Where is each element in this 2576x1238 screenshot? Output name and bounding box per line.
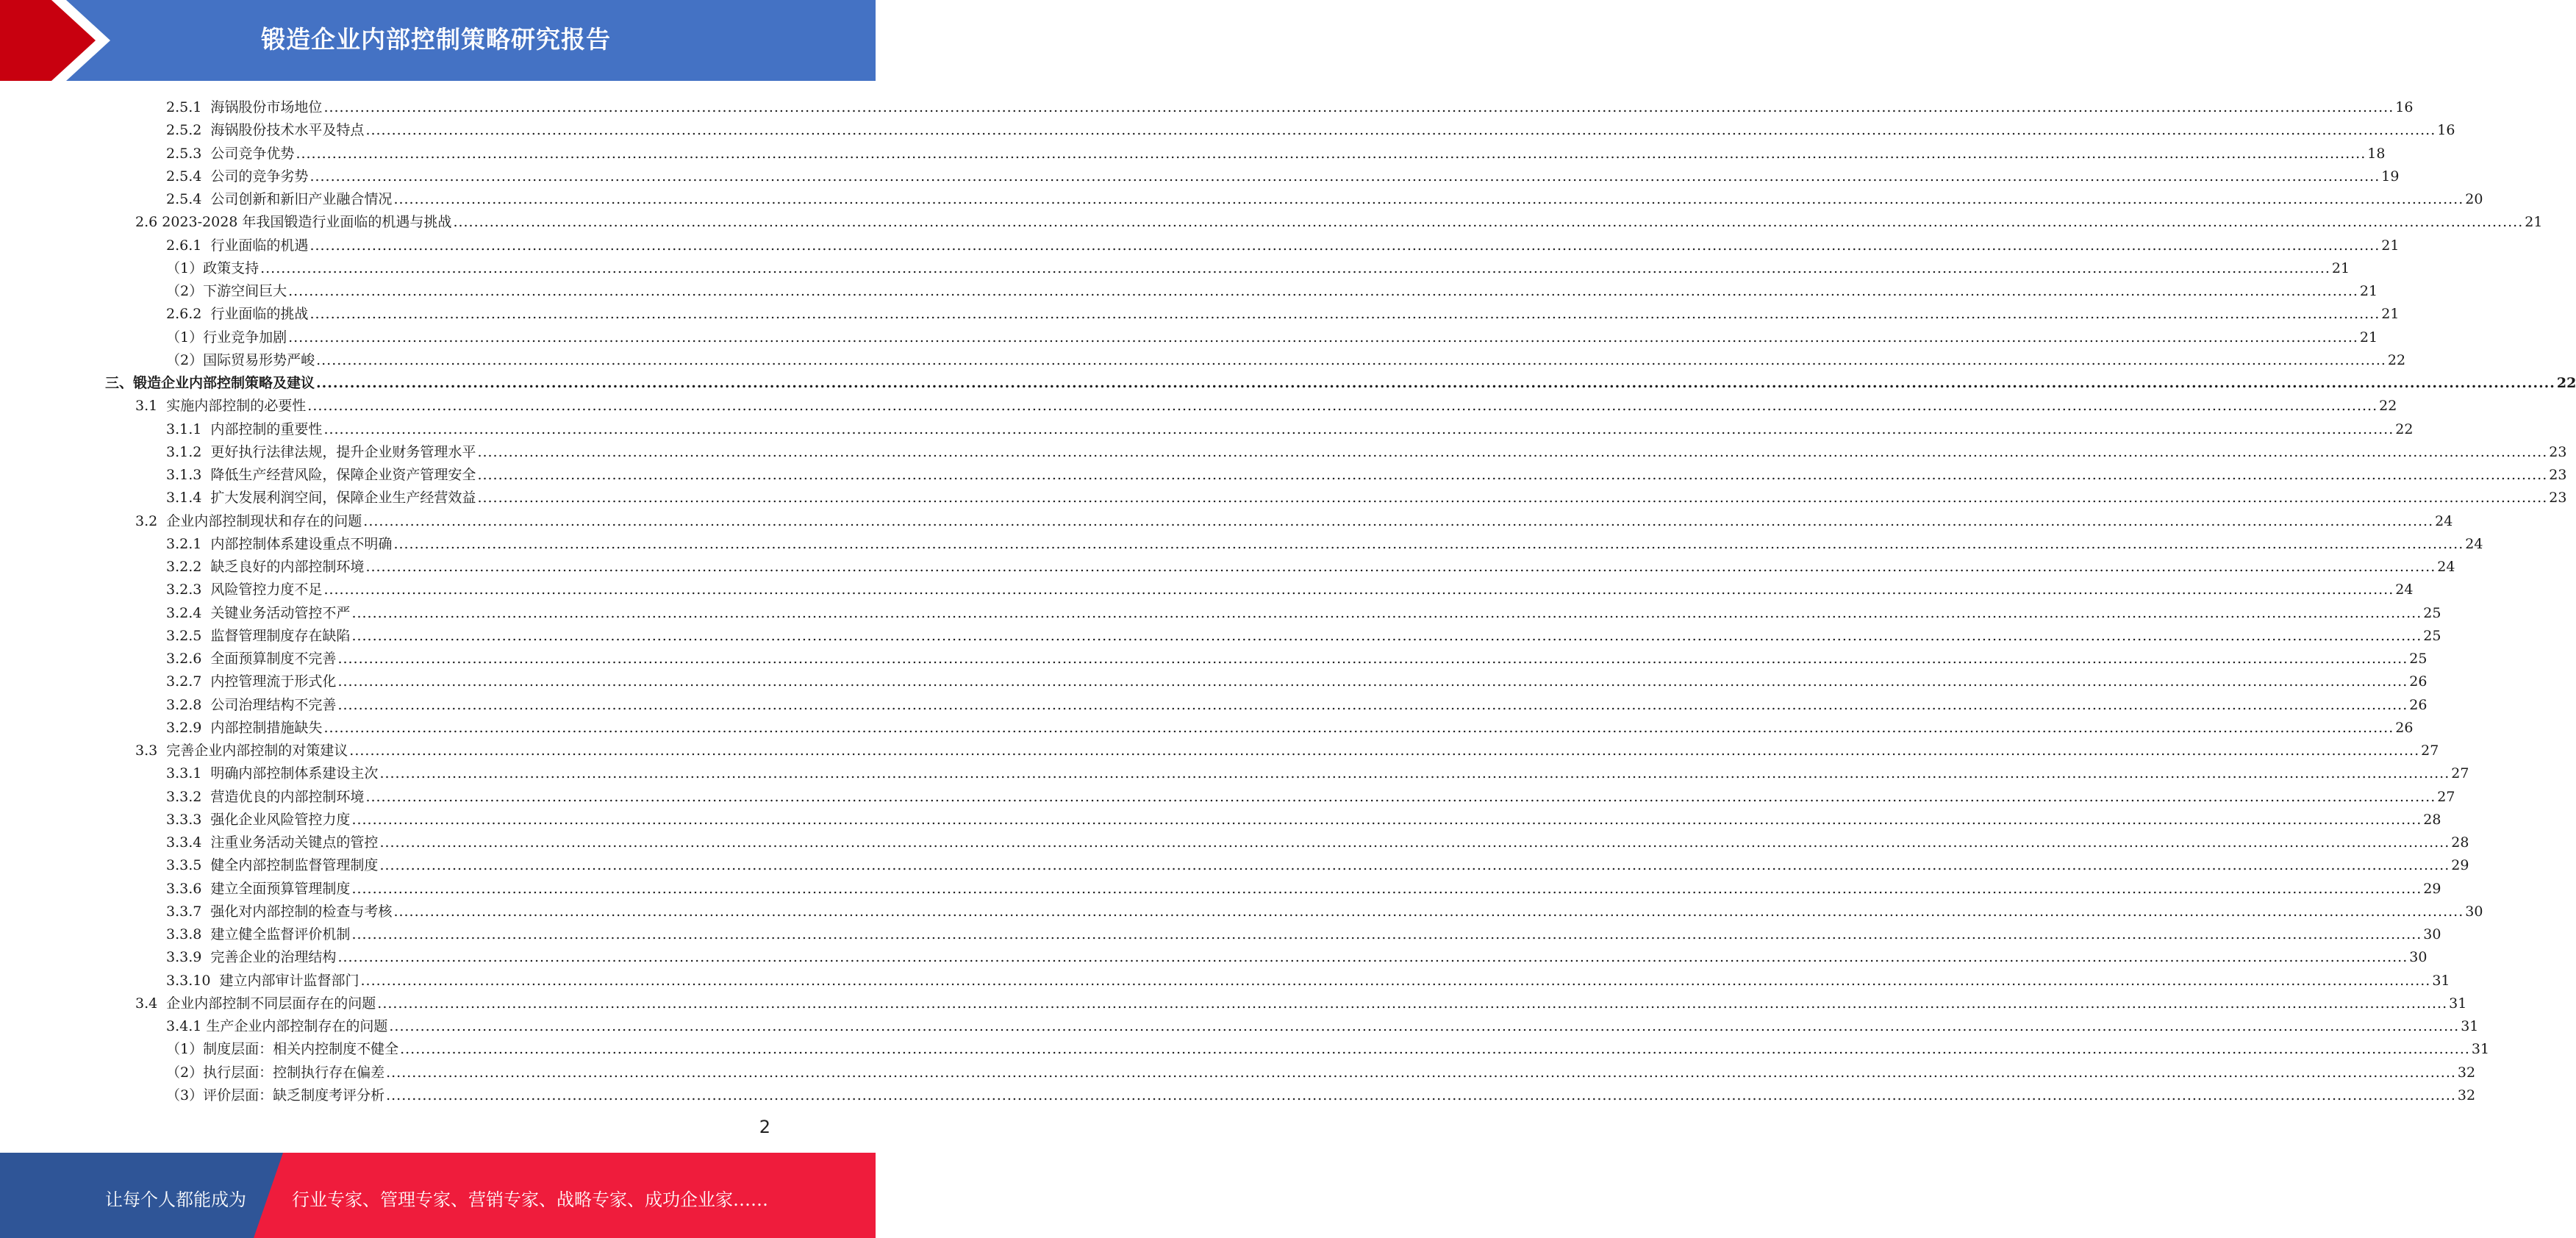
- toc-entry-title: 三、锻造企业内部控制策略及建议: [105, 375, 315, 391]
- toc-entry-title: 2.6 2023-2028 年我国锻造行业面临的机遇与挑战: [135, 214, 452, 231]
- footer-slogan-right: 行业专家、管理专家、营销专家、战略专家、成功企业家……: [292, 1189, 768, 1210]
- toc-leader-dots: ................................................................................................................................................................................................................................................................................................................................................................................................................: [351, 880, 2422, 897]
- toc-entry-page: 26: [2395, 719, 2414, 736]
- toc-entry[interactable]: [166, 232, 2400, 254]
- toc-entry-page: 25: [2423, 627, 2441, 644]
- toc-entry-title: （1）制度层面：相关内控制度不健全: [166, 1041, 399, 1058]
- toc-leader-dots: ................................................................................................................................................................................................................................................................................................................................................................................................................: [307, 398, 2378, 415]
- toc-entry[interactable]: [166, 599, 2441, 622]
- toc-entry-title: 3.3 完善企业内部控制的对策建议: [135, 743, 348, 759]
- toc-entry-title: 3.2.3 风险管控力度不足: [166, 582, 323, 598]
- toc-entry-page: 24: [2395, 582, 2414, 598]
- toc-leader-dots: ................................................................................................................................................................................................................................................................................................................................................................................................................: [288, 283, 2358, 299]
- toc-entry[interactable]: [166, 553, 2455, 576]
- toc-leader-dots: ................................................................................................................................................................................................................................................................................................................................................................................................................: [363, 512, 2434, 529]
- toc-leader-dots: ................................................................................................................................................................................................................................................................................................................................................................................................................: [477, 443, 2548, 460]
- toc-entry[interactable]: [166, 185, 2483, 208]
- toc-entry[interactable]: [166, 93, 2414, 116]
- toc-entry-title: 2.5.3 公司竞争优势: [166, 145, 295, 162]
- toc-entry-title: 2.5.1 海锅股份市场地位: [166, 99, 323, 115]
- toc-entry-page: 27: [2421, 743, 2439, 759]
- toc-entry-title: 3.3.9 完善企业的治理结构: [166, 949, 337, 966]
- toc-entry-title: 3.2.2 缺乏良好的内部控制环境: [166, 559, 365, 575]
- toc-leader-dots: ................................................................................................................................................................................................................................................................................................................................................................................................................: [351, 926, 2422, 942]
- page-header: [0, 0, 876, 81]
- page-number: 2: [759, 1117, 770, 1137]
- toc-leader-dots: ................................................................................................................................................................................................................................................................................................................................................................................................................: [365, 122, 2436, 139]
- footer-slogan-left: 让每个人都能成为: [105, 1189, 246, 1210]
- toc-entry-page: 28: [2423, 811, 2441, 828]
- toc-leader-dots: ................................................................................................................................................................................................................................................................................................................................................................................................................: [453, 214, 2524, 231]
- toc-leader-dots: ................................................................................................................................................................................................................................................................................................................................................................................................................: [400, 1041, 2470, 1058]
- toc-entry[interactable]: [166, 323, 2378, 346]
- toc-entry[interactable]: [166, 484, 2567, 507]
- toc-entry-title: 3.3.8 建立健全监督评价机制: [166, 926, 351, 942]
- toc-leader-dots: ................................................................................................................................................................................................................................................................................................................................................................................................................: [337, 949, 2408, 966]
- toc-entry-title: 3.3.4 注重业务活动关键点的管控: [166, 834, 379, 851]
- toc-entry[interactable]: [135, 507, 2453, 530]
- toc-entry[interactable]: [105, 369, 2576, 392]
- toc-leader-dots: ................................................................................................................................................................................................................................................................................................................................................................................................................: [393, 191, 2464, 207]
- toc-entry-title: 3.1 实施内部控制的必要性: [135, 398, 307, 415]
- toc-entry-page: 21: [2331, 260, 2350, 276]
- toc-entry[interactable]: [166, 691, 2427, 714]
- toc-entry-page: 25: [2409, 651, 2427, 667]
- toc-entry-title: 3.1.3 降低生产经营风险，保障企业资产管理安全: [166, 467, 476, 483]
- toc-leader-dots: ................................................................................................................................................................................................................................................................................................................................................................................................................: [351, 627, 2422, 644]
- toc-entry[interactable]: [166, 1035, 2490, 1058]
- toc-entry-title: （1）行业竞争加剧: [166, 329, 287, 346]
- toc-entry-page: 31: [2461, 1018, 2479, 1034]
- toc-entry-page: 25: [2423, 604, 2441, 621]
- toc-entry-title: 3.3.6 建立全面预算管理制度: [166, 880, 351, 897]
- toc-entry-title: 3.1.1 内部控制的重要性: [166, 421, 323, 437]
- toc-entry[interactable]: [166, 714, 2414, 737]
- toc-entry-title: 2.5.4 公司的竞争劣势: [166, 168, 309, 185]
- toc-leader-dots: ................................................................................................................................................................................................................................................................................................................................................................................................................: [316, 351, 2386, 368]
- toc-entry-title: 3.3.1 明确内部控制体系建设主次: [166, 765, 379, 782]
- toc-entry[interactable]: [166, 851, 2469, 874]
- toc-entry-title: 3.2.9 内部控制措施缺失: [166, 719, 323, 736]
- toc-entry-title: 3.2.7 内控管理流于形式化: [166, 673, 337, 690]
- toc-entry-page: 31: [2449, 995, 2467, 1012]
- toc-entry[interactable]: [166, 759, 2469, 782]
- toc-entry[interactable]: [135, 737, 2439, 759]
- toc-entry-page: 28: [2451, 834, 2469, 851]
- toc-entry-title: 3.3.2 营造优良的内部控制环境: [166, 788, 365, 805]
- toc-leader-dots: ................................................................................................................................................................................................................................................................................................................................................................................................................: [379, 857, 2450, 874]
- toc-entry[interactable]: [166, 898, 2483, 920]
- toc-entry[interactable]: [166, 530, 2483, 553]
- toc-entry[interactable]: [166, 254, 2350, 277]
- toc-entry-page: 30: [2423, 926, 2441, 942]
- toc-entry[interactable]: [166, 576, 2414, 598]
- toc-entry-page: 22: [2379, 398, 2397, 415]
- toc-entry-page: 21: [2525, 214, 2543, 231]
- toc-entry-title: 3.2.5 监督管理制度存在缺陷: [166, 627, 351, 644]
- toc-entry-page: 29: [2423, 880, 2441, 897]
- toc-entry-page: 21: [2359, 329, 2378, 346]
- toc-entry-title: 3.4.1 生产企业内部控制存在的问题: [166, 1018, 388, 1034]
- report-title: 锻造企业内部控制策略研究报告: [261, 25, 611, 54]
- toc-entry-title: 3.3.7 强化对内部控制的检查与考核: [166, 903, 393, 920]
- toc-entry[interactable]: [166, 875, 2441, 898]
- header-chevron-icon: [0, 0, 118, 81]
- toc-entry-page: 26: [2409, 696, 2427, 713]
- toc-leader-dots: ................................................................................................................................................................................................................................................................................................................................................................................................................: [477, 467, 2548, 483]
- toc-entry[interactable]: [166, 300, 2400, 323]
- toc-entry-page: 32: [2457, 1064, 2476, 1081]
- toc-entry[interactable]: [166, 346, 2406, 369]
- toc-entry[interactable]: [166, 622, 2441, 645]
- toc-entry-title: 2.6.2 行业面临的挑战: [166, 306, 309, 323]
- toc-entry-page: 24: [2435, 512, 2453, 529]
- toc-leader-dots: ................................................................................................................................................................................................................................................................................................................................................................................................................: [323, 99, 2394, 115]
- toc-entry[interactable]: [135, 208, 2543, 231]
- toc-entry-title: 3.4 企业内部控制不同层面存在的问题: [135, 995, 376, 1012]
- toc-leader-dots: ................................................................................................................................................................................................................................................................................................................................................................................................................: [296, 145, 2366, 162]
- toc-entry-title: 3.2.6 全面预算制度不完善: [166, 651, 337, 667]
- toc-leader-dots: ................................................................................................................................................................................................................................................................................................................................................................................................................: [323, 719, 2394, 736]
- toc-entry-title: 3.1.2 更好执行法律法规，提升企业财务管理水平: [166, 443, 476, 460]
- toc-entry-title: 3.3.5 健全内部控制监督管理制度: [166, 857, 379, 874]
- toc-leader-dots: ................................................................................................................................................................................................................................................................................................................................................................................................................: [316, 375, 2555, 391]
- toc-leader-dots: ................................................................................................................................................................................................................................................................................................................................................................................................................: [337, 651, 2408, 667]
- toc-entry[interactable]: [166, 438, 2567, 461]
- toc-leader-dots: ................................................................................................................................................................................................................................................................................................................................................................................................................: [260, 260, 2330, 276]
- toc-leader-dots: ................................................................................................................................................................................................................................................................................................................................................................................................................: [288, 329, 2358, 346]
- toc-entry-title: 3.3.10 建立内部审计监督部门: [166, 972, 359, 989]
- toc-entry-page: 16: [2395, 99, 2414, 115]
- toc-entry-page: 21: [2381, 237, 2400, 254]
- toc-entry-page: 22: [2387, 351, 2406, 368]
- toc-entry[interactable]: [166, 967, 2450, 990]
- toc-leader-dots: ................................................................................................................................................................................................................................................................................................................................................................................................................: [365, 788, 2436, 805]
- toc-entry-title: （2）下游空间巨大: [166, 283, 287, 299]
- toc-leader-dots: ................................................................................................................................................................................................................................................................................................................................................................................................................: [351, 604, 2422, 621]
- toc-entry-page: 29: [2451, 857, 2469, 874]
- toc-leader-dots: ................................................................................................................................................................................................................................................................................................................................................................................................................: [379, 834, 2450, 851]
- toc-leader-dots: ................................................................................................................................................................................................................................................................................................................................................................................................................: [379, 765, 2450, 782]
- toc-entry[interactable]: [166, 1012, 2479, 1035]
- toc-leader-dots: ................................................................................................................................................................................................................................................................................................................................................................................................................: [365, 559, 2436, 575]
- toc-leader-dots: ................................................................................................................................................................................................................................................................................................................................................................................................................: [349, 743, 2420, 759]
- toc-entry-page: 20: [2465, 191, 2483, 207]
- toc-entry-page: 24: [2437, 559, 2455, 575]
- toc-leader-dots: ................................................................................................................................................................................................................................................................................................................................................................................................................: [323, 582, 2394, 598]
- toc-leader-dots: ................................................................................................................................................................................................................................................................................................................................................................................................................: [351, 811, 2422, 828]
- toc-entry[interactable]: [166, 1081, 2476, 1104]
- toc-entry-page: 21: [2359, 283, 2378, 299]
- toc-entry-page: 30: [2409, 949, 2427, 966]
- toc-leader-dots: ................................................................................................................................................................................................................................................................................................................................................................................................................: [386, 1087, 2456, 1103]
- toc-entry-page: 19: [2381, 168, 2400, 185]
- toc-entry-title: （2）国际贸易形势严峻: [166, 351, 315, 368]
- toc-entry-page: 30: [2465, 903, 2483, 920]
- toc-leader-dots: ................................................................................................................................................................................................................................................................................................................................................................................................................: [393, 903, 2464, 920]
- toc-entry[interactable]: [166, 783, 2455, 806]
- toc-entry[interactable]: [166, 116, 2455, 139]
- toc-entry[interactable]: [166, 140, 2386, 162]
- toc-entry-title: 2.5.4 公司创新和新旧产业融合情况: [166, 191, 393, 207]
- toc-entry-page: 16: [2437, 122, 2455, 139]
- toc-entry[interactable]: [166, 277, 2378, 300]
- toc-entry[interactable]: [135, 392, 2397, 415]
- toc-entry-title: 3.3.3 强化企业风险管控力度: [166, 811, 351, 828]
- toc-entry[interactable]: [166, 645, 2427, 668]
- toc-leader-dots: ................................................................................................................................................................................................................................................................................................................................................................................................................: [360, 972, 2431, 989]
- toc-leader-dots: ................................................................................................................................................................................................................................................................................................................................................................................................................: [310, 306, 2380, 323]
- toc-entry-page: 31: [2432, 972, 2450, 989]
- toc-entry-page: 24: [2465, 535, 2483, 552]
- toc-entry-page: 23: [2549, 443, 2567, 460]
- toc-entry-page: 26: [2409, 673, 2427, 690]
- toc-leader-dots: ................................................................................................................................................................................................................................................................................................................................................................................................................: [477, 490, 2548, 507]
- toc-entry[interactable]: [166, 806, 2441, 829]
- toc-entry-page: 23: [2549, 490, 2567, 507]
- toc-entry[interactable]: [166, 461, 2567, 484]
- toc-entry-page: 32: [2457, 1087, 2476, 1103]
- toc-leader-dots: ................................................................................................................................................................................................................................................................................................................................................................................................................: [323, 421, 2394, 437]
- toc-entry-title: 3.2.8 公司治理结构不完善: [166, 696, 337, 713]
- toc-leader-dots: ................................................................................................................................................................................................................................................................................................................................................................................................................: [337, 673, 2408, 690]
- toc-entry-page: 18: [2367, 145, 2386, 162]
- toc-entry-title: 2.5.2 海锅股份技术水平及特点: [166, 122, 365, 139]
- toc-entry-title: 3.1.4 扩大发展利润空间，保障企业生产经营效益: [166, 490, 476, 507]
- toc-entry-title: 3.2 企业内部控制现状和存在的问题: [135, 512, 362, 529]
- toc-entry-page: 27: [2437, 788, 2455, 805]
- toc-entry-page: 23: [2549, 467, 2567, 483]
- toc-entry-title: （1）政策支持: [166, 260, 260, 276]
- toc-entry-title: 2.6.1 行业面临的机遇: [166, 237, 309, 254]
- toc-entry-page: 21: [2381, 306, 2400, 323]
- toc-leader-dots: ................................................................................................................................................................................................................................................................................................................................................................................................................: [337, 696, 2408, 713]
- toc-entry[interactable]: [166, 943, 2427, 966]
- toc-entry[interactable]: [166, 162, 2400, 185]
- toc-entry[interactable]: [135, 990, 2467, 1012]
- toc-leader-dots: ................................................................................................................................................................................................................................................................................................................................................................................................................: [310, 168, 2380, 185]
- toc-entry-page: 27: [2451, 765, 2469, 782]
- toc-leader-dots: ................................................................................................................................................................................................................................................................................................................................................................................................................: [386, 1064, 2456, 1081]
- toc-leader-dots: ................................................................................................................................................................................................................................................................................................................................................................................................................: [389, 1018, 2460, 1034]
- toc-entry-title: （2）执行层面：控制执行存在偏差: [166, 1064, 385, 1081]
- toc-entry[interactable]: [166, 920, 2441, 943]
- toc-entry-title: 3.2.4 关键业务活动管控不严: [166, 604, 351, 621]
- toc-entry[interactable]: [166, 1059, 2476, 1081]
- toc-entry-title: 3.2.1 内部控制体系建设重点不明确: [166, 535, 393, 552]
- toc-entry[interactable]: [166, 829, 2469, 851]
- toc-entry-title: （3）评价层面：缺乏制度考评分析: [166, 1087, 385, 1103]
- toc-leader-dots: ................................................................................................................................................................................................................................................................................................................................................................................................................: [377, 995, 2448, 1012]
- toc-entry-page: 22: [2556, 375, 2576, 391]
- toc-entry-page: 22: [2395, 421, 2414, 437]
- toc-entry[interactable]: [166, 415, 2414, 438]
- toc-entry-page: 31: [2471, 1041, 2490, 1058]
- toc-leader-dots: ................................................................................................................................................................................................................................................................................................................................................................................................................: [393, 535, 2464, 552]
- toc-entry[interactable]: [166, 668, 2427, 690]
- toc-leader-dots: ................................................................................................................................................................................................................................................................................................................................................................................................................: [310, 237, 2380, 254]
